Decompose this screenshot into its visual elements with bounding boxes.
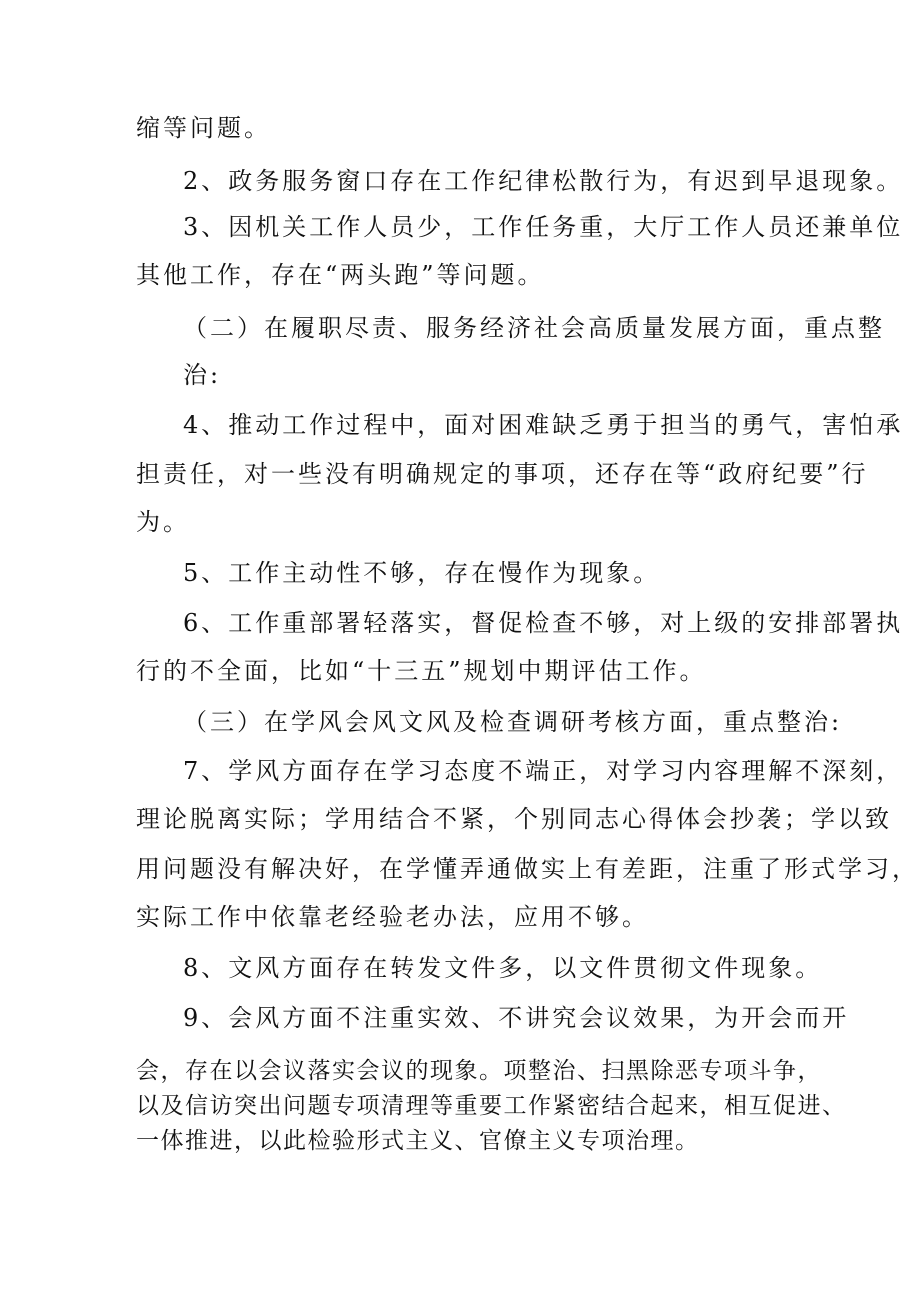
text-line-17: 实际工作中依靠老经验老办法，应用不够。 [136, 903, 649, 931]
text-line-4: 其他工作，存在“两头跑”等问题。 [136, 261, 545, 289]
text-line-7: 4、推动工作过程中，面对困难缺乏勇于担当的勇气，害怕承 [183, 411, 904, 439]
text-line-18: 8、文风方面存在转发文件多，以文件贯彻文件现象。 [183, 954, 823, 982]
text-line-20: 会，存在以会议落实会议的现象。项整治、扫黑除恶专项斗争， [136, 1058, 822, 1084]
text-line-16: 用问题没有解决好，在学懂弄通做实上有差距，注重了形式学习， [136, 855, 919, 883]
section-heading-2: （二）在履职尽责、服务经济社会高质量发展方面，重点整 [183, 314, 885, 342]
text-line-2: 2、政务服务窗口存在工作纪律松散行为，有迟到早退现象。 [183, 167, 904, 195]
text-line-6: 治: [183, 361, 222, 389]
text-line-11: 6、工作重部署轻落实，督促检查不够，对上级的安排部署执 [183, 609, 904, 637]
text-line-21: 以及信访突出问题专项清理等重要工作紧密结合起来，相互促进、 [136, 1093, 847, 1119]
text-line-12: 行的不全面，比如“十三五”规划中期评估工作。 [136, 657, 707, 685]
text-line-3: 3、因机关工作人员少，工作任务重，大厅工作人员还兼单位 [183, 213, 904, 241]
section-heading-3: （三）在学风会风文风及检查调研考核方面，重点整治: [183, 708, 843, 736]
text-line-15: 理论脱离实际；学用结合不紧，个别同志心得体会抄袭；学以致 [136, 805, 892, 833]
text-line-19: 9、会风方面不注重实效、不讲究会议效果，为开会而开 [183, 1004, 850, 1032]
text-line-1: 缩等问题。 [136, 114, 271, 142]
text-line-10: 5、工作主动性不够，存在慢作为现象。 [183, 559, 661, 587]
text-line-8: 担责任，对一些没有明确规定的事项，还存在等“政府纪要”行 [136, 460, 869, 488]
text-line-22: 一体推进，以此检验形式主义、官僚主义专项治理。 [136, 1128, 700, 1154]
text-line-14: 7、学风方面存在学习态度不端正，对学习内容理解不深刻， [183, 757, 904, 785]
text-line-9: 为。 [136, 508, 190, 536]
